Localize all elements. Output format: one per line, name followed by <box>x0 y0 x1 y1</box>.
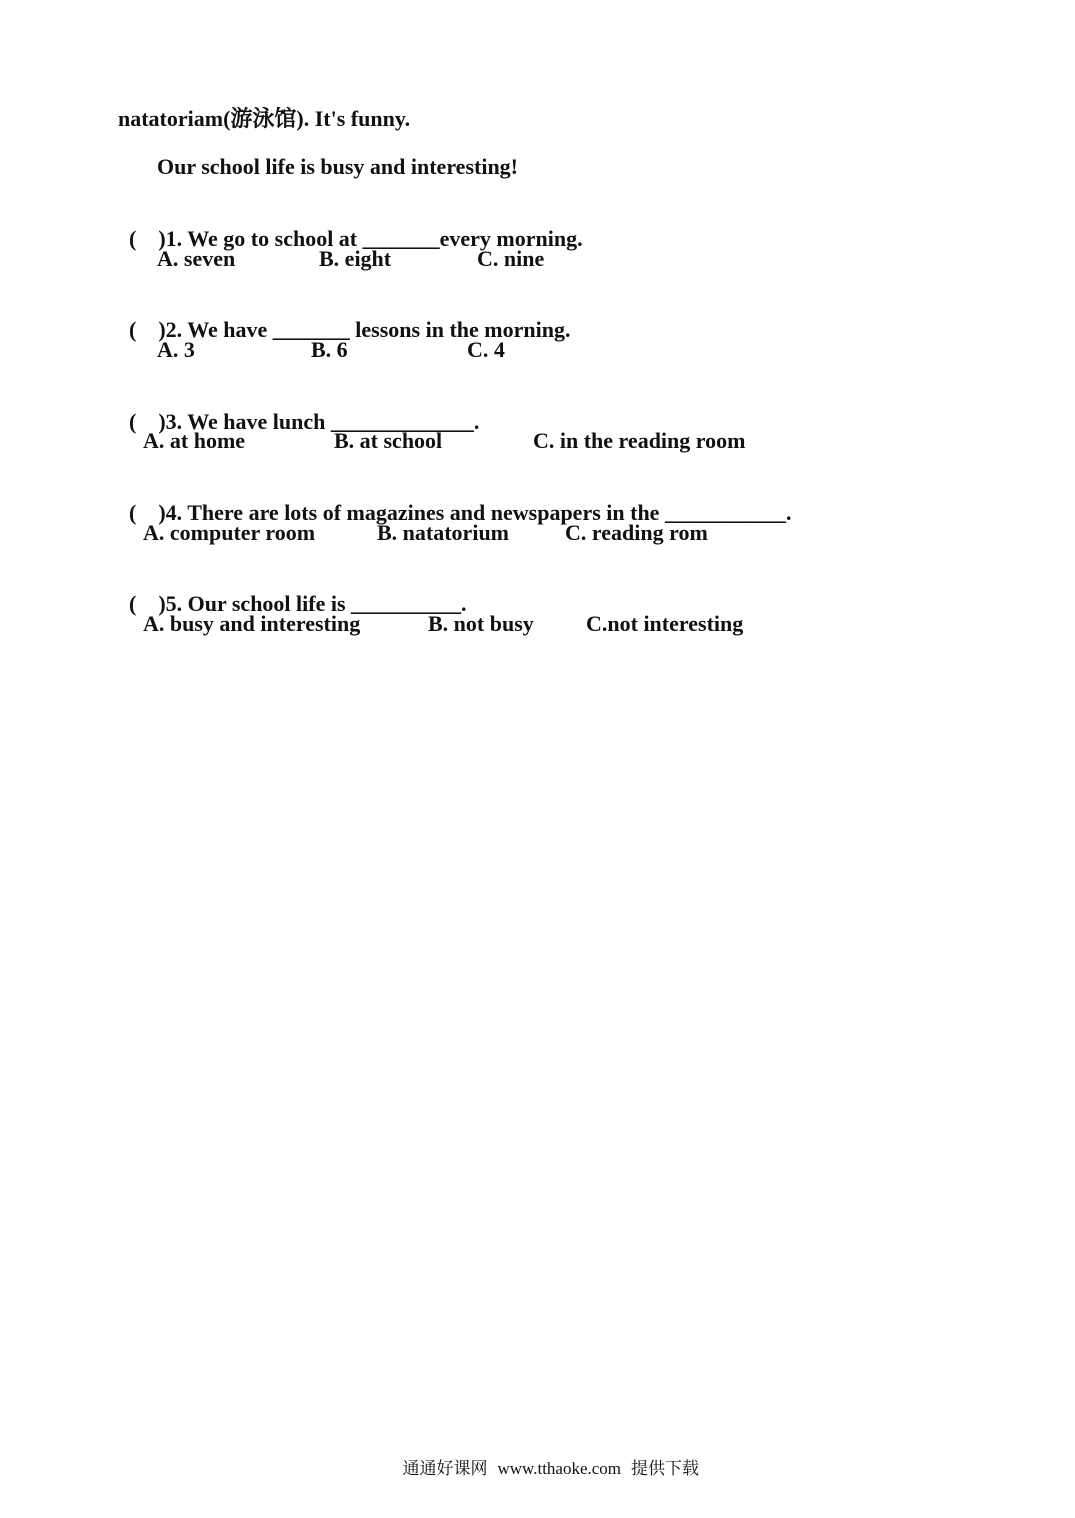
option-a: A. busy and interesting <box>143 611 361 636</box>
footer-site-name: 通通好课网 <box>402 1459 488 1478</box>
question-4 <box>118 474 791 526</box>
passage-line-2: Our school life is busy and interesting! <box>157 154 519 179</box>
option-c: C. in the reading room <box>533 428 746 453</box>
question-stem: 4. There are lots of magazines and newspapers in the ___________. <box>165 500 792 525</box>
question-stem: 5. Our school life is __________. <box>165 591 467 616</box>
options-4 <box>143 520 843 546</box>
option-c: C.not interesting <box>586 611 744 636</box>
option-c: C. nine <box>477 246 545 271</box>
question-stem: 2. We have _______ lessons in the morning. <box>165 317 571 342</box>
answer-paren[interactable]: ( ) <box>129 591 166 616</box>
question-5 <box>118 565 467 617</box>
option-b: B. not busy <box>428 611 534 636</box>
answer-paren[interactable]: ( ) <box>129 500 166 525</box>
passage-line-1: natatoriam(游泳馆). It's funny. <box>118 106 411 131</box>
answer-paren[interactable]: ( ) <box>129 226 166 251</box>
options-1 <box>157 246 657 272</box>
option-a: A. 3 <box>157 337 195 362</box>
option-b: B. eight <box>319 246 392 271</box>
options-2 <box>157 337 657 363</box>
page-footer <box>394 1436 709 1480</box>
option-b: B. at school <box>334 428 443 453</box>
question-1 <box>118 200 583 252</box>
option-a: A. at home <box>143 428 246 453</box>
answer-paren[interactable]: ( ) <box>129 409 166 434</box>
option-b: B. 6 <box>311 337 348 362</box>
options-3 <box>143 428 843 454</box>
option-a: A. seven <box>157 246 236 271</box>
footer-url[interactable]: www.tthaoke.com <box>497 1459 622 1478</box>
option-c: C. 4 <box>467 337 505 362</box>
option-b: B. natatorium <box>377 520 509 545</box>
options-5 <box>143 611 843 637</box>
answer-paren[interactable]: ( ) <box>129 317 166 342</box>
question-stem: 3. We have lunch _____________. <box>165 409 480 434</box>
footer-note: 提供下载 <box>631 1459 700 1478</box>
option-c: C. reading rom <box>565 520 708 545</box>
question-stem: 1. We go to school at _______every morning. <box>165 226 583 251</box>
question-2 <box>118 291 570 343</box>
option-a: A. computer room <box>143 520 316 545</box>
